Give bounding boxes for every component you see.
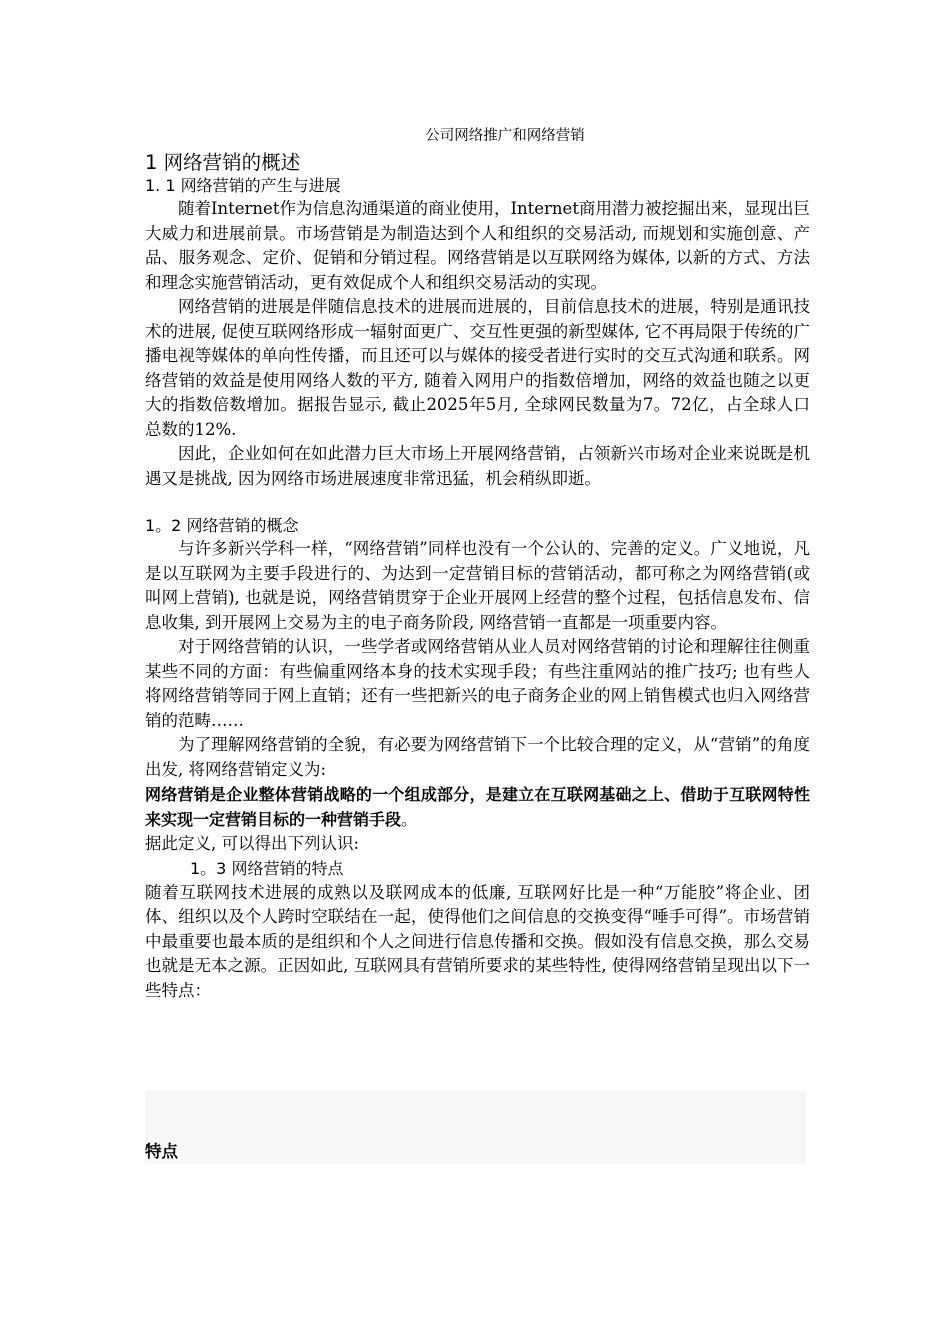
paragraph: 因此，企业如何在如此潜力巨大市场上开展网络营销，占领新兴市场对企业来说既是机遇又是挑战, 因为网络市场进展速度非常迅猛，机会稍纵即逝。 xyxy=(145,444,810,488)
definition-end: 。 xyxy=(401,810,418,829)
shaded-box xyxy=(145,1091,806,1164)
spacer xyxy=(145,491,810,515)
section-heading: 1 网络营销的概述 xyxy=(145,151,301,174)
subsection-heading: 1. 1 网络营销的产生与进展 xyxy=(145,176,341,195)
paragraph: 对于网络营销的认识，一些学者或网络营销从业人员对网络营销的讨论和理解往往侧重某些不同的方面：有些偏重网络本身的技术实现手段；有些注重网站的推广技巧; 也有些人将网络营销等同于网上直销；还有一些把新兴的电子商务企业的网上销售模式也归入网络营销的范畴…… xyxy=(145,637,810,730)
subsection-heading: 1。3 网络营销的特点 xyxy=(190,858,344,878)
subsection-heading: 1。2 网络营销的概念 xyxy=(145,516,299,535)
definition-paragraph xyxy=(145,782,810,832)
paragraph: 据此定义, 可以得出下列认识: xyxy=(145,834,360,853)
document-body xyxy=(145,150,810,1003)
paragraph: 随着Internet作为信息沟通渠道的商业使用，Internet商用潜力被挖掘出来，显现出巨大威力和进展前景。市场营销是为制造达到个人和组织的交易活动, 而规划和实施创意、产品、服务观念、定价、促销和分销过程。网络营销是以互联网络为媒体, 以新的方式、方法和理念实施营销活动，更有效促成个人和组织交易活动的实现。 xyxy=(145,199,810,292)
paragraph: 与许多新兴学科一样，“网络营销”同样也没有一个公认的、完善的定义。广义地说，凡是以互联网为主要手段进行的、为达到一定营销目标的营销活动，都可称之为网络营销(或叫网上营销), 也就是说，网络营销贯穿于企业开展网上经营的整个过程，包括信息发布、信息收集, 到开展网上交易为主的电子商务阶段, 网络营销一直都是一项重要内容。 xyxy=(145,539,810,632)
definition-text: 网络营销是企业整体营销战略的一个组成部分，是建立在互联网基础之上、借助于互联网特性来实现一定营销目标的一种营销手段 xyxy=(145,785,810,829)
paragraph: 为了理解网络营销的全貌，有必要为网络营销下一个比较合理的定义，从“营销”的角度出发, 将网络营销定义为: xyxy=(145,735,810,779)
features-label: 特点 xyxy=(145,1142,178,1161)
document-title: 公司网络推广和网络营销 xyxy=(425,128,585,144)
paragraph: 随着互联网技术进展的成熟以及联网成本的低廉, 互联网好比是一种“万能胶”将企业、团体、组织以及个人跨时空联结在一起，使得他们之间信息的交换变得“唾手可得”。市场营销中最重要也最本质的是组织和个人之间进行信息传播和交换。假如没有信息交换，那么交易也就是无本之源。正因如此, 互联网具有营销所要求的某些特性, 使得网络营销呈现出以下一些特点： xyxy=(145,882,810,1000)
paragraph: 网络营销的进展是伴随信息技术的进展而进展的，目前信息技术的进展，特别是通讯技术的进展, 促使互联网络形成一辐射面更广、交互性更强的新型媒体, 它不再局限于传统的广播电视等媒体的单向性传播，而且还可以与媒体的接受者进行实时的交互式沟通和联系。网络营销的效益是使用网络人数的平方, 随着入网用户的指数倍增加，网络的效益也随之以更大的指数倍数增加。据报告显示, 截止2025年5月, 全球网民数量为7。72亿，占全球人口总数的12%. xyxy=(145,297,810,439)
